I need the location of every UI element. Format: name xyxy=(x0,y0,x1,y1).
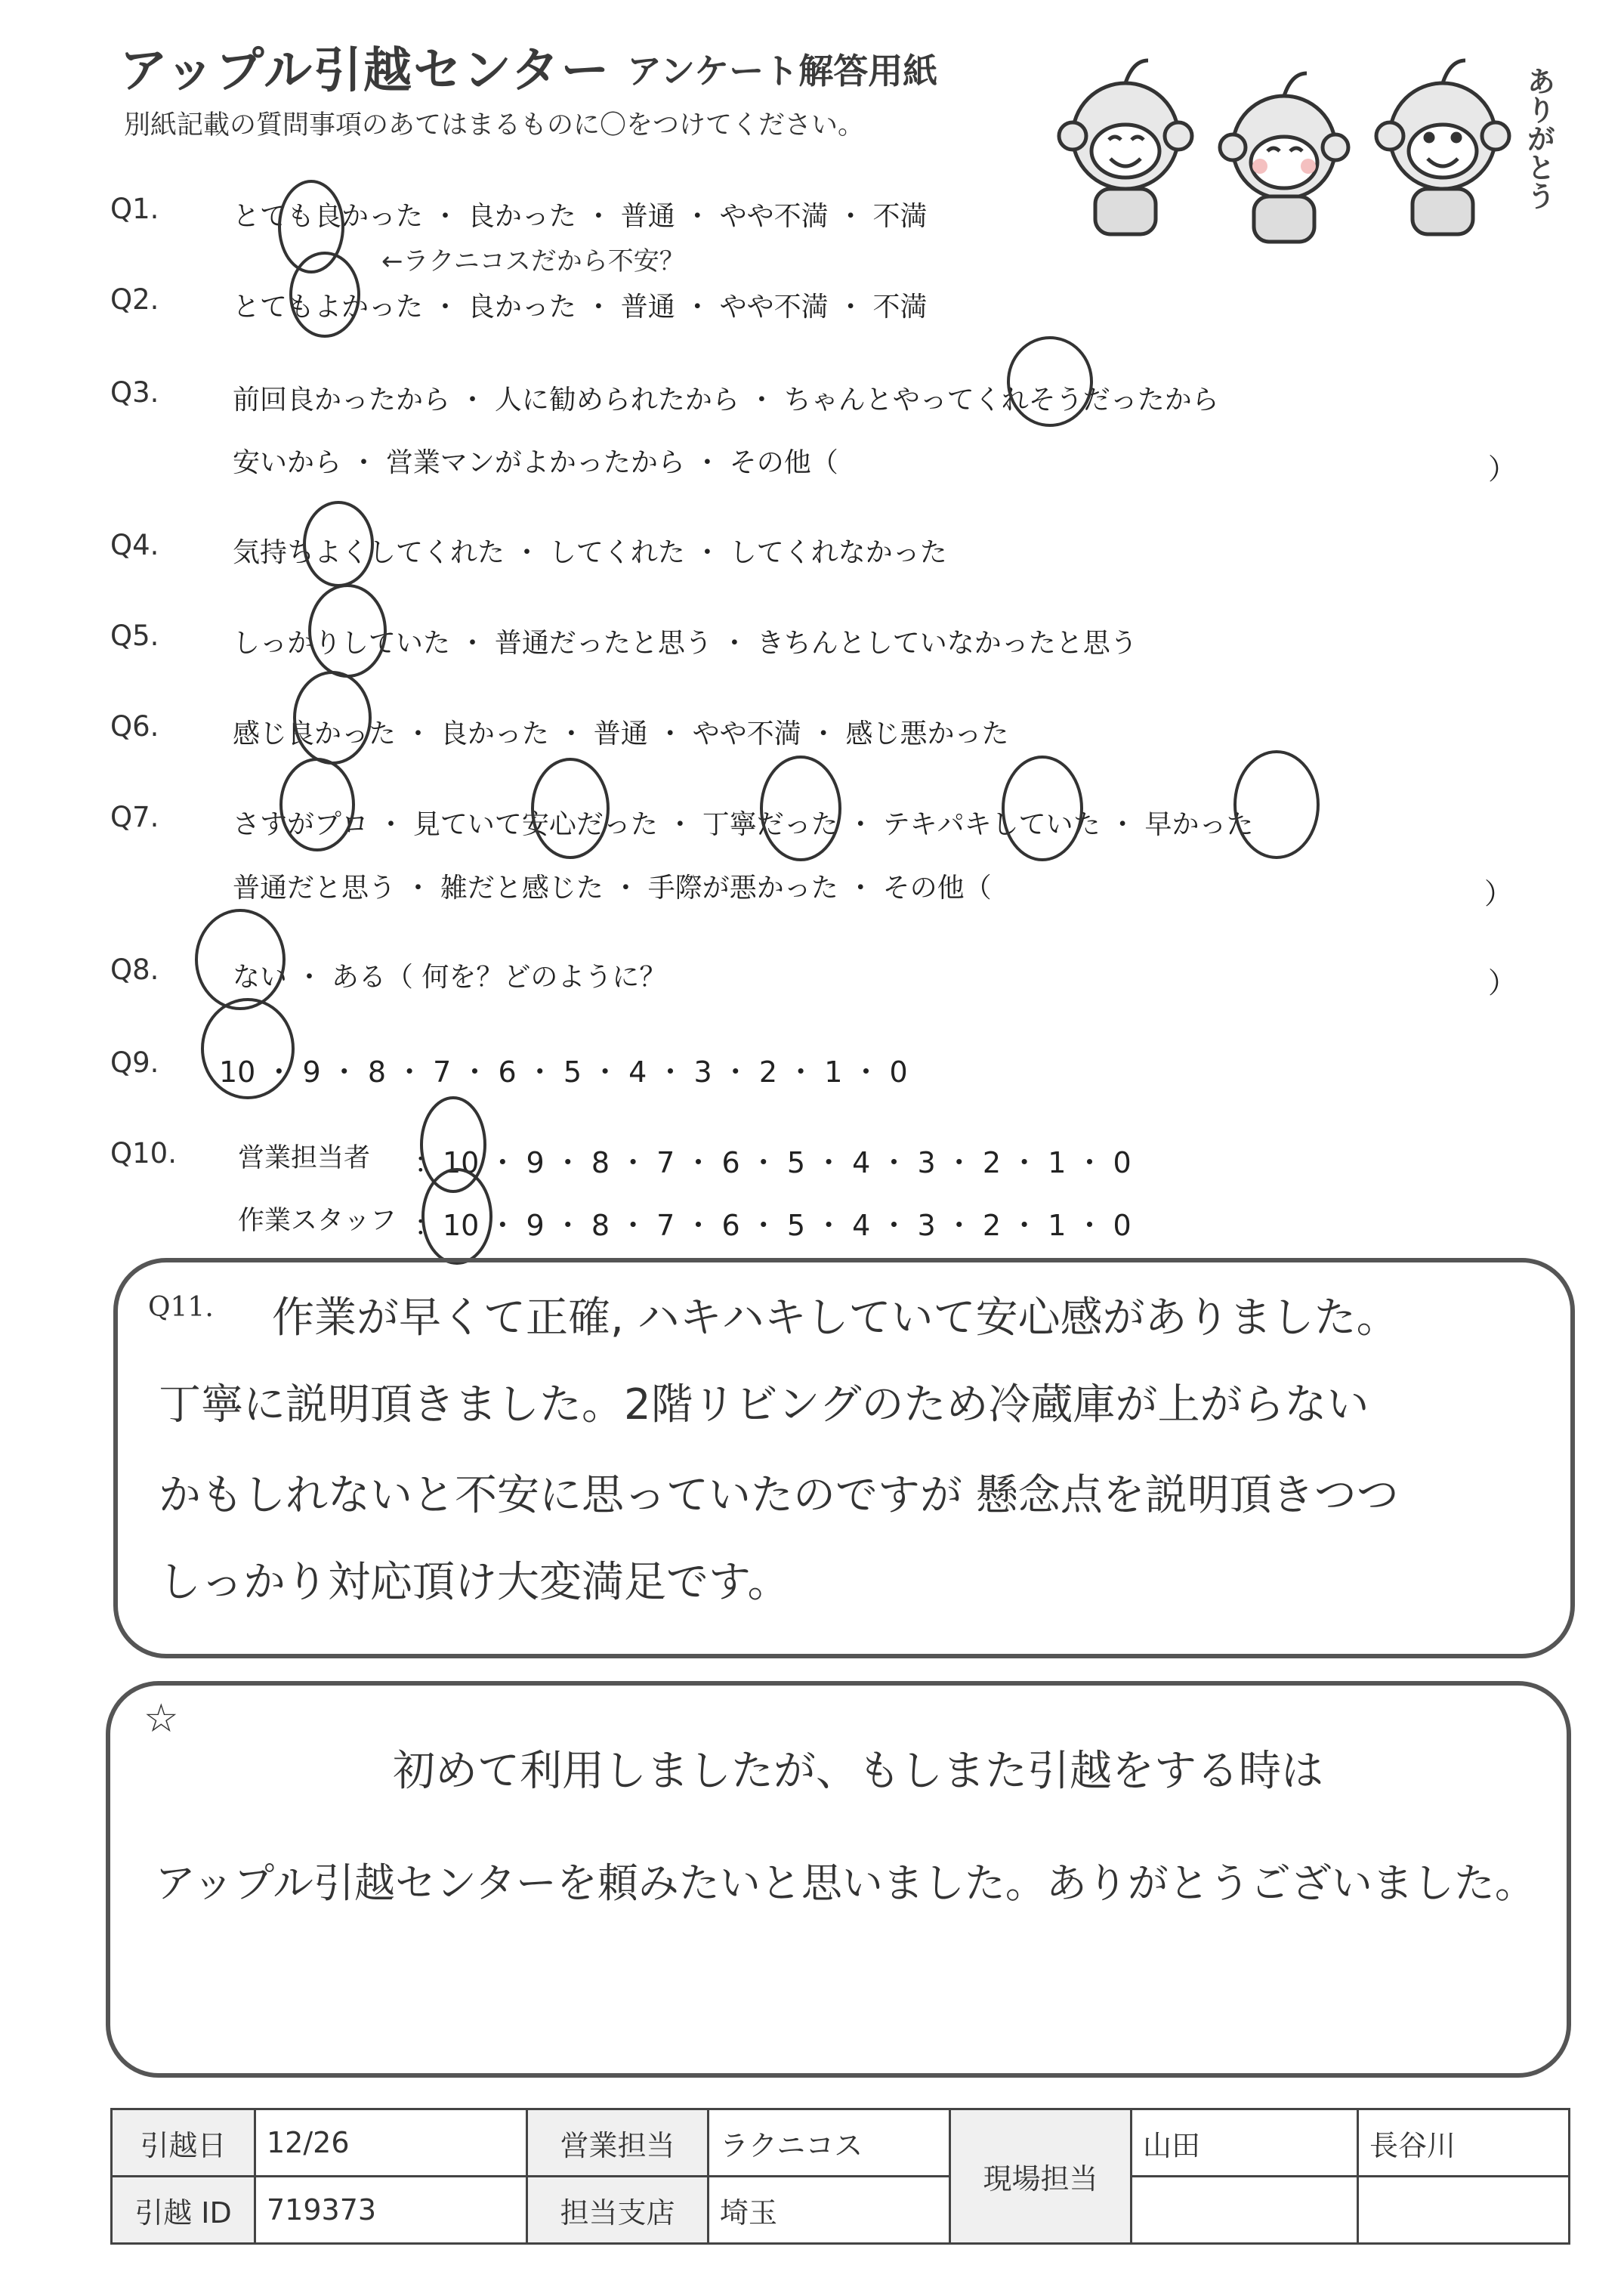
circle-q7-anshin xyxy=(533,759,608,858)
circle-q7-teinei xyxy=(761,757,840,860)
thanks-vertical-text: ありがとう xyxy=(1522,66,1555,210)
q10-label: Q10. xyxy=(110,1137,177,1170)
circle-q9 xyxy=(202,1000,293,1098)
site-staff-empty-2 xyxy=(1358,2177,1570,2244)
q3-label: Q3. xyxy=(110,376,159,409)
q8-options: ない ・ ある（ 何を？どのように？ xyxy=(233,962,667,993)
form-subtitle: アンケート解答用紙 xyxy=(627,51,938,91)
q10-sales-options: ：10 ・ 9 ・ 8 ・ 7 ・ 6 ・ 5 ・ 4 ・ 3 ・ 2 ・ 1 ・ 0 xyxy=(414,1146,1132,1179)
circle-q8 xyxy=(196,910,284,1009)
q4-options: 気持ちよくしてくれた ・ してくれた ・ してくれなかった xyxy=(233,537,947,568)
circle-q7-tekipaki xyxy=(1003,757,1082,860)
site-staff-label: 現場担当 xyxy=(950,2109,1132,2244)
move-id-value: 719373 xyxy=(255,2177,527,2244)
site-staff-empty-1 xyxy=(1132,2177,1358,2244)
q7-label: Q7. xyxy=(110,801,159,833)
circle-q10-staff xyxy=(423,1170,491,1263)
circle-q5 xyxy=(310,586,385,676)
q9-label: Q9. xyxy=(110,1046,159,1079)
move-date-label: 引越日 xyxy=(112,2109,255,2177)
q1-label: Q1. xyxy=(110,193,159,225)
q10-sales-label: 営業担当者 xyxy=(238,1143,371,1173)
q10-staff-label: 作業スタッフ xyxy=(238,1206,397,1236)
q7-close-paren: ） xyxy=(1484,877,1514,910)
q11-answer-line-3: かもしれないと不安に思っていたのですが 懸念点を説明頂きつつ xyxy=(159,1471,1399,1520)
branch-label: 担当支店 xyxy=(527,2177,709,2244)
q3-close-paren: ） xyxy=(1488,453,1517,486)
q3-options-line1: 前回良かったから ・ 人に勧められたから ・ ちゃんとやってくれそうだったから xyxy=(233,385,1219,416)
circle-q7-pro xyxy=(281,759,354,850)
q6-options: 感じ良かった ・ 良かった ・ 普通 ・ やや不満 ・ 感じ悪かった xyxy=(233,718,1009,749)
circle-q1 xyxy=(279,181,343,272)
q11-answer-line-4: しっかり対応頂け大変満足です。 xyxy=(159,1558,790,1607)
footer-info-table xyxy=(110,2108,1570,2245)
q8-label: Q8. xyxy=(110,953,159,986)
star-icon: ☆ xyxy=(144,1696,179,1741)
q11-answer-line-2: 丁寧に説明頂きました。2階リビングのため冷蔵庫が上がらない xyxy=(159,1380,1369,1429)
circle-q3 xyxy=(1008,338,1091,425)
comment-line-2: アップル引越センターを頼みたいと思いました。ありがとうございました。 xyxy=(155,1859,1536,1907)
sales-rep-label: 営業担当 xyxy=(527,2109,709,2177)
q1-options: とても良かった ・ 良かった ・ 普通 ・ やや不満 ・ 不満 xyxy=(233,201,928,232)
site-staff-1: 山田 xyxy=(1132,2109,1358,2177)
q8-close-paren: ） xyxy=(1488,966,1517,1000)
company-title: アップル引越センター xyxy=(119,43,611,99)
q10-staff-options: ：10 ・ 9 ・ 8 ・ 7 ・ 6 ・ 5 ・ 4 ・ 3 ・ 2 ・ 1 ・ 0 xyxy=(414,1209,1132,1242)
sales-rep-value: ラクニコス xyxy=(709,2109,950,2177)
site-staff-2: 長谷川 xyxy=(1358,2109,1570,2177)
q5-label: Q5. xyxy=(110,620,159,652)
instruction-text: 別紙記載の質問事項のあてはまるものに〇をつけてください。 xyxy=(124,110,865,141)
move-id-label: 引越 ID xyxy=(112,2177,255,2244)
circle-q4 xyxy=(304,502,372,586)
q7-options-line1: さすがプロ ・ 見ていて安心だった ・ 丁寧だった ・ テキパキしていた ・ 早かった xyxy=(233,809,1254,840)
circle-q6 xyxy=(295,672,370,763)
q2-handwritten-note: ←ラクニコスだから不安？ xyxy=(381,246,685,277)
comment-line-1: 初めて利用しましたが、もしまた引越をする時は xyxy=(393,1747,1323,1796)
circle-q7-hayai xyxy=(1235,752,1318,858)
q7-options-line2: 普通だと思う ・ 雑だと感じた ・ 手際が悪かった ・ その他（ xyxy=(233,873,992,904)
q11-answer-line-1: 作業が早くて正確, ハキハキしていて安心感がありました。 xyxy=(272,1293,1399,1343)
q6-label: Q6. xyxy=(110,710,159,743)
q2-label: Q2. xyxy=(110,283,159,316)
circle-q2 xyxy=(291,253,359,336)
q5-options: しっかりしていた ・ 普通だったと思う ・ きちんとしていなかったと思う xyxy=(233,628,1138,659)
q2-options: とてもよかった ・ 良かった ・ 普通 ・ やや不満 ・ 不満 xyxy=(233,292,928,323)
q3-options-line2: 安いから ・ 営業マンがよかったから ・ その他（ xyxy=(233,447,838,478)
q9-options: 10 ・ 9 ・ 8 ・ 7 ・ 6 ・ 5 ・ 4 ・ 3 ・ 2 ・ 1 ・ 0 xyxy=(219,1055,908,1089)
q4-label: Q4. xyxy=(110,529,159,561)
move-date-value: 12/26 xyxy=(255,2109,527,2177)
q11-label: Q11. xyxy=(148,1292,214,1323)
branch-value: 埼玉 xyxy=(709,2177,950,2244)
